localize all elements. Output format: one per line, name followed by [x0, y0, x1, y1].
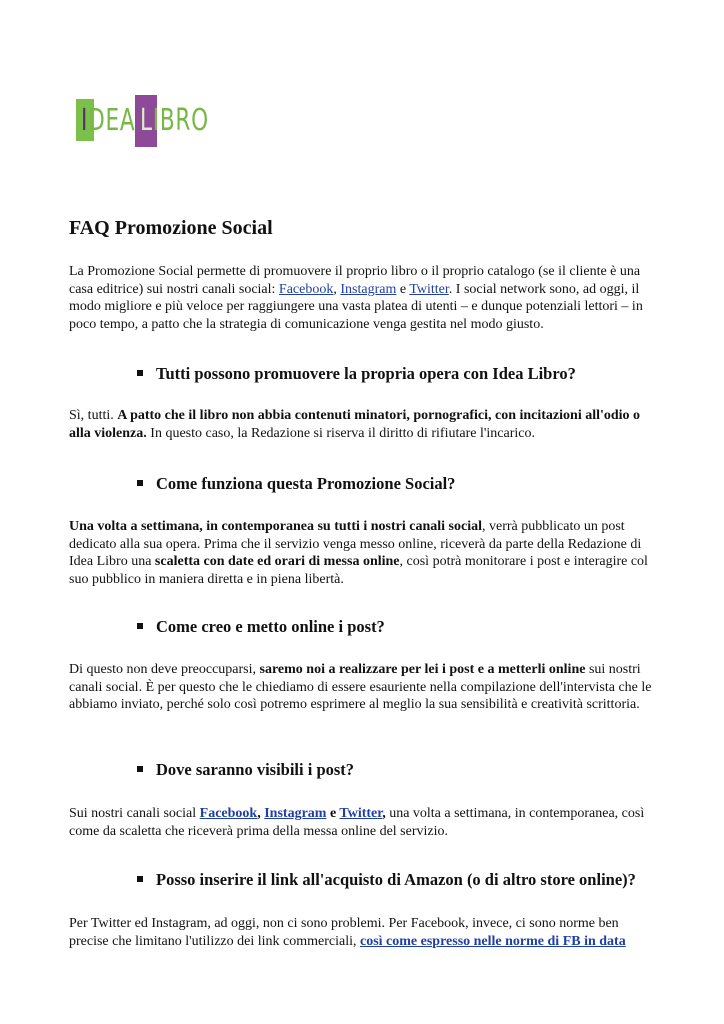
- faq-question-5: Posso inserire il link all'acquisto di Amazon (o di altro store online)?: [137, 869, 636, 891]
- facebook-link[interactable]: Facebook: [278, 281, 334, 297]
- instagram-link[interactable]: Instagram: [264, 806, 327, 821]
- faq-question-4: Dove saranno visibili i post?: [137, 759, 354, 781]
- faq-answer-1: Sì, tutti. A patto che il libro non abbia contenuti minatori, pornografici, con incitazioni all'odio o alla violenza. In questo caso, la Redazione si riserva il diritto di rifiutare l'incarico.: [69, 408, 641, 441]
- bullet-icon: [137, 370, 143, 376]
- faq-answer-2: Una volta a settimana, in contemporanea su tutti i nostri canali social, verrà pubblicato un post dedicato alla sua opera. Prima che il servizio venga messo online, riceverà da parte della Redazione di Idea Libro una scaletta con date ed orari di messa online, così potrà monitorare i post e interagire col suo pubblico in maniera diretta e in piena libertà.: [69, 519, 648, 587]
- bullet-icon: [137, 623, 143, 629]
- logo-word-libro: L IBRO: [140, 102, 209, 138]
- page-title: FAQ Promozione Social: [69, 217, 273, 239]
- faq-question-1: Tutti possono promuovere la propria opera con Idea Libro?: [137, 363, 576, 385]
- bullet-icon: [137, 766, 143, 772]
- bullet-icon: [137, 480, 143, 486]
- faq-question-2: Come funziona questa Promozione Social?: [137, 473, 455, 495]
- facebook-link[interactable]: Facebook: [199, 806, 258, 821]
- bullet-icon: [137, 876, 143, 882]
- faq-question-3: Come creo e metto online i post?: [137, 616, 385, 638]
- intro-paragraph: La Promozione Social permette di promuovere il proprio libro o il proprio catalogo (se il cliente è una casa editrice) sui nostri canali social: Facebook, Instagram e Twitter. I social network sono, ad oggi, il modo migliore e più veloce per raggiungere una vasta platea di utenti – e dunque potenziali lettori – in poco tempo, a patto che la strategia di comunicazione venga gestita nel modo giusto.: [69, 264, 643, 332]
- twitter-link[interactable]: Twitter: [409, 281, 449, 297]
- instagram-link[interactable]: Instagram: [340, 281, 397, 297]
- faq-answer-4: Sui nostri canali social Facebook, Instagram e Twitter, una volta a settimana, in contemporanea, così come da scaletta che riceverà prima della messa online del servizio.: [69, 806, 645, 839]
- faq-answer-3: Di questo non deve preoccuparsi, saremo noi a realizzare per lei i post e a metterli online sui nostri canali social. È per questo che le chiediamo di essere esauriente nella compilazione dell'intervista che le abbiamo inviato, perché solo così potremo esprimere al meglio la sua sensibilità e creatività scrittoria.: [69, 662, 652, 712]
- logo-word-idea: I DEA: [81, 102, 136, 138]
- idea-libro-logo: [73, 95, 213, 147]
- faq-answer-5: Per Twitter ed Instagram, ad oggi, non ci sono problemi. Per Facebook, invece, ci sono norme ben precise che limitano l'utilizzo dei link commerciali, così come espresso nelle norme di FB in data: [69, 916, 626, 949]
- twitter-link[interactable]: Twitter: [339, 806, 383, 821]
- facebook-rules-link[interactable]: così come espresso nelle norme di FB in data: [359, 933, 626, 949]
